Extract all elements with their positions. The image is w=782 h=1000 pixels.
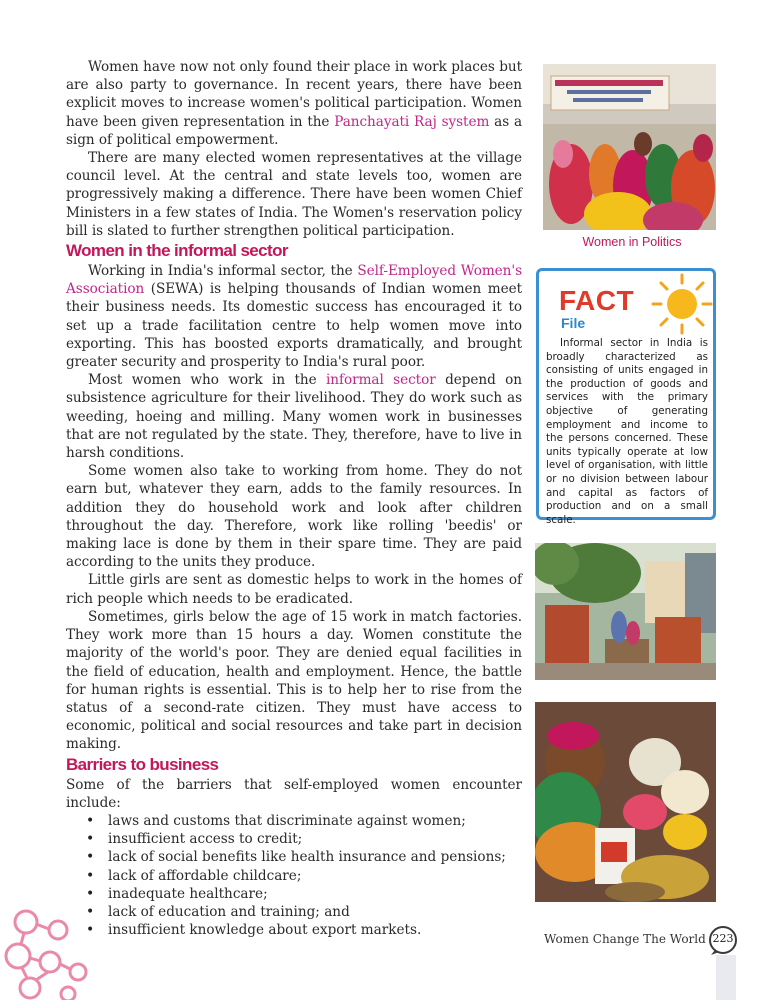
- paragraph-sewa: [66, 262, 522, 371]
- text-run: (SEWA) is helping thousands of Indian women meet their business needs. Its domestic success has encouraged it to set up a trade facilitation centre to help women move into exporting. This has boosted exports dramatically, and brought greater security and prosperity to India's rural poor.: [66, 281, 522, 371]
- photo-women-in-politics: [543, 64, 716, 230]
- photo-caption: Women in Politics: [582, 235, 682, 249]
- footer-title: Women Change The World: [544, 932, 706, 946]
- main-text-column: [66, 58, 522, 939]
- text-run: as a sign of political empowerment.: [66, 113, 522, 148]
- sun-icon: [649, 271, 715, 337]
- list-item: • lack of social benefits like health insurance and pensions;: [84, 848, 522, 866]
- paragraph-match-factories: Sometimes, girls below the age of 15 work in match factories. They work more than 15 hours a day. Women constitute the majority of the world's poor. They are denied equal facilities in the field of education, health and employment. Hence, the battle for human rights is essential. This is to help her to rise from the status of a second-rate citizen. They must have access to economic, political and social resources and take part in decision making.: [66, 608, 522, 753]
- paragraph-working-from-home: Some women also take to working from home. They do not earn but, whatever they earn, adds to the family resources. In addition they do household work and look after children throughout the day. Therefore, work like rolling 'beedis' or making lace is done by them in their spare time. They are paid according to the units they produce.: [66, 463, 522, 571]
- fact-text: Informal sector in India is broadly characterized as consisting of units engaged in the production of goods and services with the primary objective of generating employment and income to the persons concerned. These units typically operate at low level of organisation, with little or no division between labour and capital as factors of production and on a small scale.: [546, 337, 708, 526]
- corner-decoration-icon: [0, 900, 100, 1000]
- list-item: • insufficient knowledge about export markets.: [84, 921, 522, 939]
- list-item: • laws and customs that discriminate against women;: [84, 812, 522, 830]
- heading-barriers: Barriers to business: [66, 754, 219, 774]
- page-number-badge: [707, 924, 739, 956]
- text-run: Working in India's informal sector, the: [88, 263, 358, 280]
- link-sewa[interactable]: Self-Employed Women's Association: [66, 263, 522, 298]
- page-number: 223: [712, 932, 734, 945]
- paragraph-elected-women: There are many elected women representatives at the village council level. At the central and state levels too, women are progressively making a difference. There have been women Chief Ministers in a few states of India. The Women's reservation policy bill is slated to further strengthen political participation.: [66, 150, 522, 239]
- fact-subtitle: File: [561, 315, 586, 331]
- paragraph-barriers-intro: Some of the barriers that self-employed women encounter include:: [66, 776, 522, 811]
- link-panchayati-raj[interactable]: Panchayati Raj system: [334, 113, 490, 130]
- page-edge-tab: [716, 955, 736, 1000]
- text-run: Most women who work in the: [88, 372, 326, 389]
- barriers-list: [66, 812, 522, 939]
- link-informal-sector[interactable]: informal sector: [326, 372, 436, 389]
- paragraph-subsistence: [66, 371, 522, 462]
- photo-flower-seller: [535, 702, 716, 902]
- fact-title: FACT: [559, 285, 635, 316]
- heading-informal-sector: Women in the informal sector: [66, 241, 288, 261]
- paragraph-domestic-helps: Little girls are sent as domestic helps to work in the homes of rich people which needs to be eradicated.: [66, 572, 522, 607]
- list-item: • inadequate healthcare;: [84, 885, 522, 903]
- list-item: • insufficient access to credit;: [84, 830, 522, 848]
- list-item: • lack of education and training; and: [84, 903, 522, 921]
- text-run: Women have now not only found their place in work places but are also party to governance. In recent years, there have been explicit moves to increase women's political participation. Women have been given representation in the: [66, 59, 522, 130]
- list-item: • lack of affordable childcare;: [84, 867, 522, 885]
- paragraph-political-participation: [66, 58, 522, 149]
- text-run: depend on subsistence agriculture for their livelihood. They do work such as weeding, hoeing and milling. Many women work in businesses that are not regulated by the state. They, therefore, have to live in harsh conditions.: [66, 372, 522, 462]
- photo-brick-workers: [535, 543, 716, 680]
- fact-file-box: [536, 268, 716, 526]
